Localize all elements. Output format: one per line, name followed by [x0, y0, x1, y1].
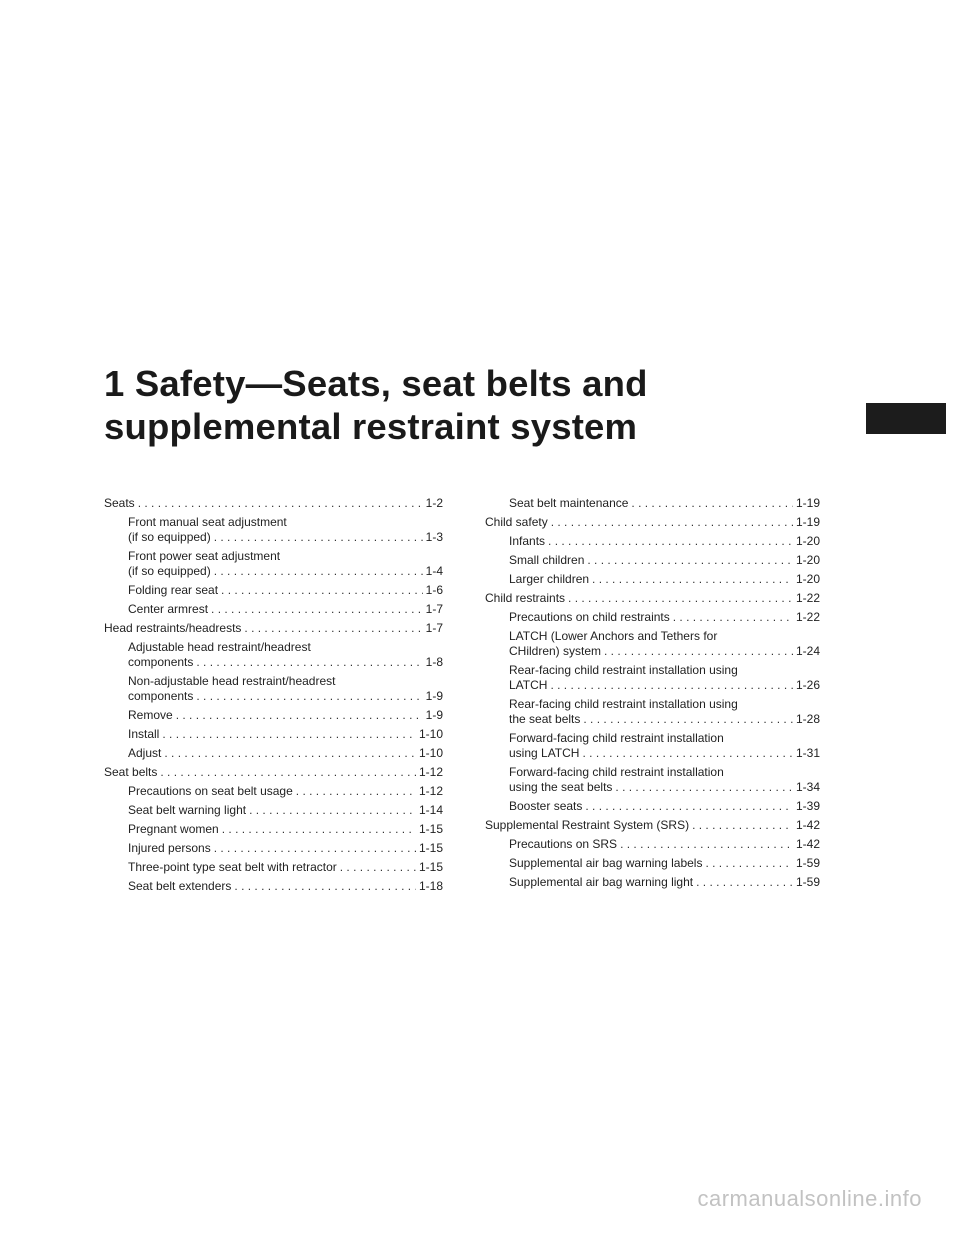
toc-entry[interactable]: [485, 663, 820, 693]
toc-entry-page-number: 1-15: [418, 822, 443, 836]
toc-entry-page-number: 1-14: [418, 803, 443, 817]
toc-entry-title-line: Rear-facing child restraint installation using: [509, 663, 738, 677]
toc-entry-title-line: Precautions on child restraints: [509, 610, 670, 624]
toc-entry[interactable]: [104, 803, 443, 818]
toc-entry-title-line: Seat belts: [104, 765, 158, 779]
dot-leader: [705, 856, 793, 871]
toc-entry-title-line: Infants: [509, 534, 546, 548]
toc-entry-leader-row: [128, 841, 443, 856]
toc-entry-leader-row: [104, 621, 443, 636]
toc-entry-title-line: Precautions on seat belt usage: [128, 784, 293, 798]
toc-entry[interactable]: [485, 553, 820, 568]
dot-leader: [176, 708, 423, 723]
toc-entry-page-number: 1-12: [418, 784, 443, 798]
toc-entry-leader-row: [128, 746, 443, 761]
toc-entry-page-number: 1-15: [418, 860, 443, 874]
dot-leader: [587, 553, 793, 568]
toc-entry-page-number: 1-8: [425, 655, 443, 669]
toc-entry-title-line: Injured persons: [128, 841, 211, 855]
toc-entry-leader-row: [128, 803, 443, 818]
dot-leader: [296, 784, 416, 799]
toc-entry-title-line: CHildren) system: [509, 644, 602, 658]
dot-leader: [673, 610, 793, 625]
toc-entry-title-line: Adjustable head restraint/headrest: [128, 640, 311, 654]
dot-leader: [196, 655, 422, 670]
dot-leader: [214, 530, 423, 545]
toc-entry[interactable]: [104, 708, 443, 723]
toc-entry-leader-row: [128, 784, 443, 799]
toc-entry[interactable]: [104, 515, 443, 545]
toc-entry-title-line: LATCH (Lower Anchors and Tethers for: [509, 629, 718, 643]
toc-entry-leader-row: [509, 712, 820, 727]
dot-leader: [548, 534, 793, 549]
toc-entry-title-line: components: [128, 655, 194, 669]
toc-entry-title-line: Three-point type seat belt with retractor: [128, 860, 337, 874]
toc-entry[interactable]: [104, 727, 443, 742]
toc-entry-page-number: 1-6: [425, 583, 443, 597]
toc-entry-leader-row: [509, 837, 820, 852]
toc-entry-title-line: Precautions on SRS: [509, 837, 618, 851]
dot-leader: [582, 746, 792, 761]
dot-leader: [244, 621, 422, 636]
toc-entry-page-number: 1-28: [795, 712, 820, 726]
toc-entry-leader-row: [509, 678, 820, 693]
toc-entry-page-number: 1-20: [795, 534, 820, 548]
toc-entry-leader-row: [509, 534, 820, 549]
toc-right-column: [485, 496, 820, 894]
toc-entry-title-line: Seat belt extenders: [128, 879, 232, 893]
dot-leader: [196, 689, 422, 704]
toc-entry[interactable]: [485, 610, 820, 625]
toc-entry[interactable]: [104, 496, 443, 511]
toc-entry-page-number: 1-22: [795, 591, 820, 605]
toc-entry-page-number: 1-9: [425, 689, 443, 703]
toc-entry-title-line: Supplemental Restraint System (SRS): [485, 818, 690, 832]
toc-entry-leader-row: [509, 799, 820, 814]
toc-entry-title-line: LATCH: [509, 678, 548, 692]
toc-entry-page-number: 1-9: [425, 708, 443, 722]
chapter-title-line-2: supplemental restraint system: [104, 406, 638, 447]
toc-entry-title-line: Supplemental air bag warning light: [509, 875, 694, 889]
toc-entry[interactable]: [104, 746, 443, 761]
toc-entry[interactable]: [104, 841, 443, 856]
chapter-tab-marker: [866, 403, 946, 434]
toc-entry-page-number: 1-42: [795, 837, 820, 851]
toc-entry-leader-row: [509, 746, 820, 761]
toc-entry-page-number: 1-7: [425, 621, 443, 635]
toc-entry-title-line: Forward-facing child restraint installation: [509, 731, 724, 745]
toc-entry-leader-row: [128, 689, 443, 704]
toc-entry-title-line: the seat belts: [509, 712, 581, 726]
dot-leader: [214, 564, 423, 579]
toc-entry-title-line: Remove: [128, 708, 173, 722]
toc-entry-page-number: 1-42: [795, 818, 820, 832]
toc-entry[interactable]: [104, 822, 443, 837]
toc-entry-page-number: 1-34: [795, 780, 820, 794]
toc-entry-page-number: 1-7: [425, 602, 443, 616]
toc-entry[interactable]: [104, 640, 443, 670]
dot-leader: [692, 818, 793, 833]
toc-entry[interactable]: [104, 784, 443, 799]
toc-entry-page-number: 1-26: [795, 678, 820, 692]
toc-entry-leader-row: [128, 583, 443, 598]
toc-entry-title-line: Install: [128, 727, 160, 741]
dot-leader: [620, 837, 793, 852]
dot-leader: [568, 591, 793, 606]
dot-leader: [138, 496, 423, 511]
toc-entry-title-line: Head restraints/headrests: [104, 621, 242, 635]
toc-entry-leader-row: [509, 875, 820, 890]
toc-entry-leader-row: [509, 610, 820, 625]
toc-entry-page-number: 1-20: [795, 553, 820, 567]
toc-entry[interactable]: [485, 534, 820, 549]
toc-entry[interactable]: [104, 602, 443, 617]
toc-entry-page-number: 1-15: [418, 841, 443, 855]
toc-entry[interactable]: [485, 591, 820, 606]
dot-leader: [550, 678, 793, 693]
toc-entry-title-line: Front manual seat adjustment: [128, 515, 287, 529]
toc-entry-title-line: Forward-facing child restraint installation: [509, 765, 724, 779]
toc-entry-title-line: Booster seats: [509, 799, 583, 813]
watermark: carmanualsonline.info: [697, 1186, 922, 1211]
toc-entry-page-number: 1-18: [418, 879, 443, 893]
dot-leader: [551, 515, 793, 530]
toc-entry[interactable]: [485, 818, 820, 833]
toc-entry[interactable]: [485, 856, 820, 871]
toc-entry[interactable]: [104, 879, 443, 894]
toc-entry-title-line: Supplemental air bag warning labels: [509, 856, 703, 870]
toc-entry-leader-row: [509, 856, 820, 871]
toc-entry-page-number: 1-22: [795, 610, 820, 624]
chapter-title: [104, 362, 648, 448]
toc-entry-title-line: Folding rear seat: [128, 583, 219, 597]
dot-leader: [585, 799, 793, 814]
toc-entry-title-line: Seats: [104, 496, 135, 510]
toc-entry-title-line: Child restraints: [485, 591, 566, 605]
toc-entry-leader-row: [128, 879, 443, 894]
toc-entry-title-line: (if so equipped): [128, 530, 211, 544]
dot-leader: [592, 572, 793, 587]
dot-leader: [160, 765, 416, 780]
toc-entry[interactable]: [104, 549, 443, 579]
toc-entry-page-number: 1-39: [795, 799, 820, 813]
toc-entry[interactable]: [485, 629, 820, 659]
toc-entry-title-line: Small children: [509, 553, 585, 567]
dot-leader: [234, 879, 416, 894]
toc-entry[interactable]: [485, 572, 820, 587]
toc-entry-title-line: Pregnant women: [128, 822, 219, 836]
toc-entry-title-line: Seat belt warning light: [128, 803, 247, 817]
toc-entry-page-number: 1-20: [795, 572, 820, 586]
toc-entry[interactable]: [485, 496, 820, 511]
dot-leader: [631, 496, 793, 511]
toc-entry-page-number: 1-31: [795, 746, 820, 760]
toc-entry-title-line: Center armrest: [128, 602, 209, 616]
toc-entry-title-line: Adjust: [128, 746, 162, 760]
dot-leader: [164, 746, 416, 761]
toc-entry-leader-row: [509, 496, 820, 511]
toc-entry-leader-row: [128, 822, 443, 837]
dot-leader: [583, 712, 793, 727]
toc-entry-title-line: Rear-facing child restraint installation using: [509, 697, 738, 711]
toc-entry-leader-row: [509, 780, 820, 795]
toc-entry-page-number: 1-10: [418, 727, 443, 741]
toc-entry-page-number: 1-10: [418, 746, 443, 760]
dot-leader: [696, 875, 793, 890]
toc-entry-page-number: 1-19: [795, 496, 820, 510]
dot-leader: [221, 583, 423, 598]
dot-leader: [249, 803, 416, 818]
toc-entry-leader-row: [104, 765, 443, 780]
toc-entry-page-number: 1-12: [418, 765, 443, 779]
toc-entry-leader-row: [509, 553, 820, 568]
toc-entry-title-line: Front power seat adjustment: [128, 549, 281, 563]
dot-leader: [211, 602, 423, 617]
dot-leader: [615, 780, 793, 795]
toc-entry[interactable]: [104, 583, 443, 598]
toc-entry[interactable]: [485, 799, 820, 814]
toc-entry-page-number: 1-2: [425, 496, 443, 510]
toc-entry[interactable]: [485, 765, 820, 795]
toc-entry[interactable]: [485, 731, 820, 761]
dot-leader: [214, 841, 416, 856]
dot-leader: [604, 644, 793, 659]
toc-entry-page-number: 1-3: [425, 530, 443, 544]
toc-entry[interactable]: [485, 875, 820, 890]
toc-entry-title-line: (if so equipped): [128, 564, 211, 578]
toc-entry[interactable]: [104, 860, 443, 875]
toc-entry[interactable]: [104, 674, 443, 704]
toc-left-column: [104, 496, 443, 898]
toc-entry-page-number: 1-59: [795, 856, 820, 870]
toc-entry-leader-row: [509, 572, 820, 587]
toc-entry-page-number: 1-24: [795, 644, 820, 658]
toc-entry-leader-row: [485, 591, 820, 606]
toc-entry[interactable]: [485, 697, 820, 727]
toc-entry-leader-row: [128, 860, 443, 875]
dot-leader: [340, 860, 416, 875]
toc-entry-title-line: using the seat belts: [509, 780, 613, 794]
toc-entry[interactable]: [485, 515, 820, 530]
chapter-title-line-1: 1 Safety—Seats, seat belts and: [104, 363, 648, 404]
toc-entry-leader-row: [128, 564, 443, 579]
toc-entry[interactable]: [485, 837, 820, 852]
toc-entry[interactable]: [104, 621, 443, 636]
toc-entry-page-number: 1-4: [425, 564, 443, 578]
toc-entry-leader-row: [128, 530, 443, 545]
toc-entry-leader-row: [128, 602, 443, 617]
toc-entry-leader-row: [485, 818, 820, 833]
toc-entry-leader-row: [485, 515, 820, 530]
toc-entry-leader-row: [128, 708, 443, 723]
toc-entry-title-line: Child safety: [485, 515, 548, 529]
dot-leader: [222, 822, 416, 837]
toc-entry-leader-row: [104, 496, 443, 511]
toc-entry-page-number: 1-59: [795, 875, 820, 889]
toc-entry-page-number: 1-19: [795, 515, 820, 529]
dot-leader: [162, 727, 416, 742]
toc-entry[interactable]: [104, 765, 443, 780]
toc-entry-title-line: Non-adjustable head restraint/headrest: [128, 674, 336, 688]
toc-entry-leader-row: [509, 644, 820, 659]
toc-entry-title-line: Seat belt maintenance: [509, 496, 629, 510]
toc-entry-leader-row: [128, 727, 443, 742]
toc-entry-leader-row: [128, 655, 443, 670]
toc-entry-title-line: using LATCH: [509, 746, 580, 760]
toc-entry-title-line: Larger children: [509, 572, 590, 586]
toc-entry-title-line: components: [128, 689, 194, 703]
